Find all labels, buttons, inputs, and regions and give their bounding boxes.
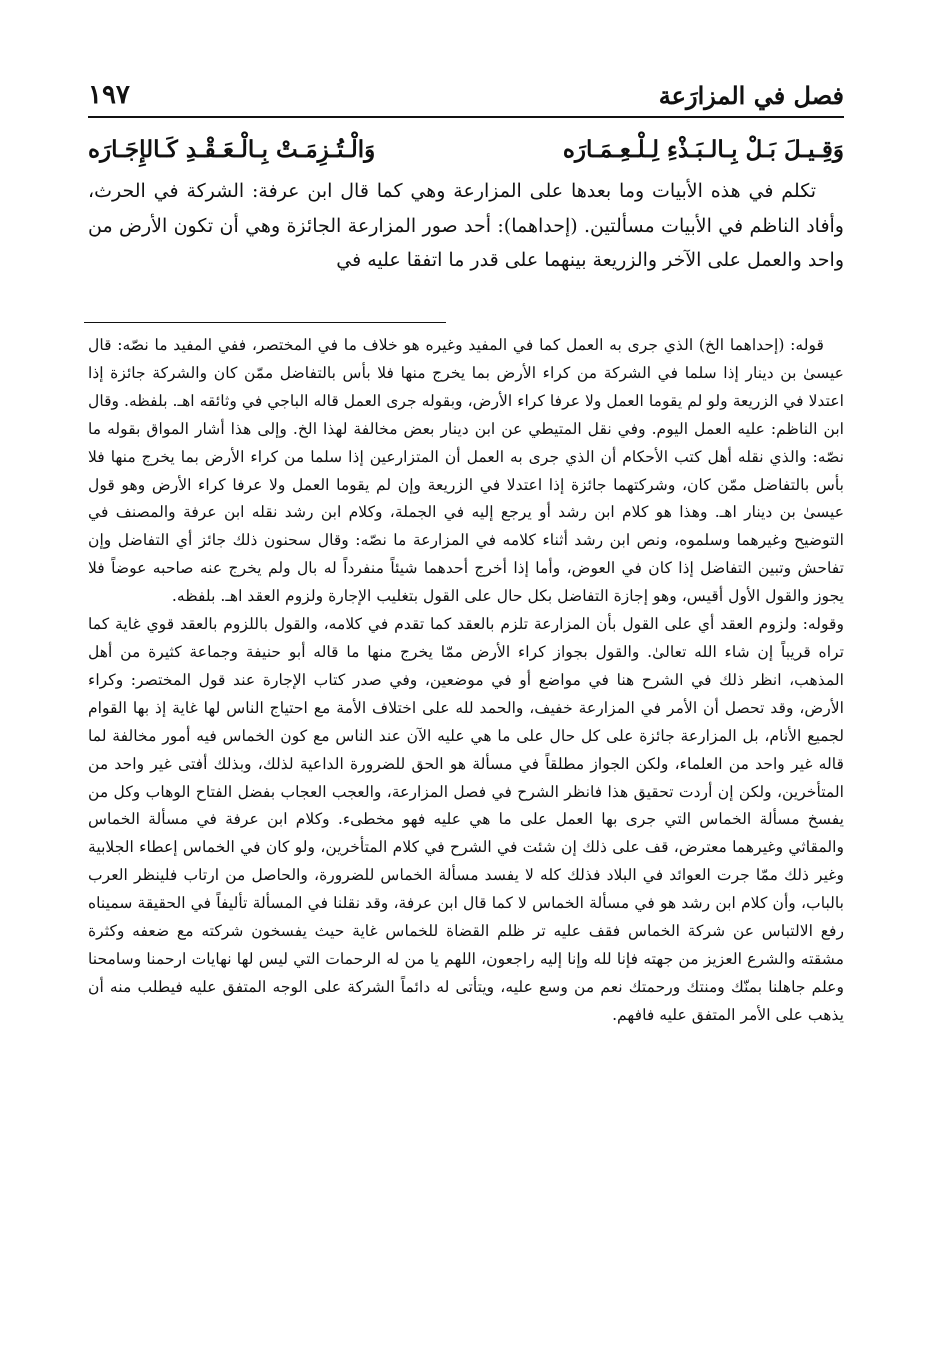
note-paragraph-2: وقوله: ولزوم العقد أي على القول بأن المزارعة تلزم بالعقد كما تقدم في كلامه، والقول باللزوم بالعقد قوي غاية كما تراه قريباً إن شاء الله تعالىٰ. والقول بجواز كراء الأرض ممّا يخرج منها ما قاله أبو حنيفة وجماعة كثيرة من أهل المذهب، انظر ذلك في الشرح هنا في مواضع أو في موضعين، وفي صدر كتاب الإجارة عند قول المختصر: وكراء الأرض، وقد تحصل أن الأمر في المزارعة خفيف، والحمد لله على اختلاف الأمة مع احتياج الناس لها غاية إذ بها القوام لجميع الأنام، بل المزارعة جائزة على كل حال على ما هي عليه الآن عند الناس مع كون الخماس فيه أمور مخالفة لما قاله غير واحد من العلماء، ولكن الجواز مطلقاً في مسألة هو الحق للضرورة الداعية لذلك، وبذلك أفتى غير واحد من المتأخرين، ولكن إن أردت تحقيق هذا فانظر الشرح في فصل المزارعة، والعجب العجاب بفضل الفتاح الوهاب وكل من يفسخ مسألة الخماس التي جرى بها العمل على ما هي عليه فهو مخطىء. وكلام ابن عرفة في مسألة الخماس والمقاثي وغيرهما معترض، قف على ذلك إن شئت في الشرح في كلام المتأخرين، ولو كان في الخماس إعطاء الجلابية وغير ذلك ممّا جرت العوائد في البلاد فذلك كله لا يفسد مسألة الخماس للضرورة، والحاصل من ارتاب فلينظر العرب بالباب، وأن كلام ابن رشد هو في مسألة الخماس لا كما قال ابن عرفة، وقد نقلنا في المسألة تأليفاً في الحقيقة سميناه رفع الالتباس عن شركة الخماس فقف عليه تر ظلم القضاة للخماس غاية حيث يفسخون شركته مع ضعفه وكثرة مشقته والشرع العزيز من جهته فإنا لله وإنا إليه راجعون، اللهم يا من له الرحمات التي ليس لها نهايات ارحمنا وسامحنا وعلم جاهلنا بمنّك ومنتك ورحمتك نعم من وسع عليه، ويتأتى له دائماً الشركة على الوجه المتفق عليه فيطلب منه أن يذهب على الأمر المتفق عليه فافهم.	[88, 615, 844, 1024]
page-header	[88, 72, 844, 118]
verse-left-hemistich: وَالْـتُـزِمَـتْ بِـالْـعَـقْـدِ كَـالإِجَـارَه	[88, 135, 376, 163]
main-paragraph: تكلم في هذه الأبيات وما بعدها على المزارعة وهي كما قال ابن عرفة: الشركة في الحرث، وأفاد الناظم في الأبيات مسألتين. (إحداهما): أحد صور المزارعة الجائزة وهي أن تكون الأرض من واحد والعمل على الآخر والزريعة بينهما على قدر ما اتفقا عليه في	[88, 180, 844, 271]
running-title: فصل في المزارَعة	[658, 81, 844, 110]
verse-right-hemistich: وَقِـيـلَ بَـلْ بِـالـبَـذْءِ لِـلْـعِـمَـارَه	[562, 135, 844, 163]
page-number: ١٩٧	[88, 80, 130, 110]
main-text	[88, 174, 844, 278]
verse-line	[88, 128, 844, 170]
note-paragraph-1: قوله: (إحداهما الخ) الذي جرى به العمل كما في المفيد وغيره هو خلاف ما في المختصر، ففي المفيد ما نصّه: قال عيسىٰ بن دينار إذا سلما في الشركة من كراء الأرض بما يخرج منها فلا بأس بالتفاضل ممّن كان والشركة جائزة إذا اعتدلا في الزريعة ولو لم يقوما العمل ولا عرفا كراء الأرض، وبقوله جرى العمل قاله الباجي في وثائقه اهـ. بلفظه. وقال ابن الناظم: عليه العمل اليوم. وفي نقل المتيطي عن ابن دينار بعض مخالفة لهذا الخ. وإلى هذا أشار المواق بقوله ما نصّه: والذي نقله أهل كتب الأحكام أن الذي جرى به العمل أن المتزارعين إذا سلما من كراء الأرض بما يخرج منها فلا بأس بالتفاضل ممّن كان، وشركتهما جائزة إذا اعتدلا في الزريعة وإن لم يقوما العمل ولا عرفا كراء الأرض وهو قول عيسىٰ بن دينار اهـ. وهذا هو كلام ابن رشد أو يرجع إليه في الجملة، وكلام ابن رشد نقله ابن عرفة والمصنف في التوضيح وغيرهما وسلموه، ونص ابن رشد أثناء كلامه في المزارعة ما نصّه: وقال سحنون ذلك جائز أي التفاضل وإن تفاحش وتبين التفاضل إذا كان في العوض، وأما إذا أخرج أحدهما شيئاً منفرداً له بال ولم يخرج عنه صاحبه عوضاً فلا يجوز والقول الأول أقيس، وهو إجازة التفاضل بكل حال على القول بتغليب الإجارة ولزوم العقد اهـ. بلفظه.	[88, 336, 844, 606]
commentary-notes	[88, 332, 844, 1030]
footnote-separator	[84, 322, 446, 323]
